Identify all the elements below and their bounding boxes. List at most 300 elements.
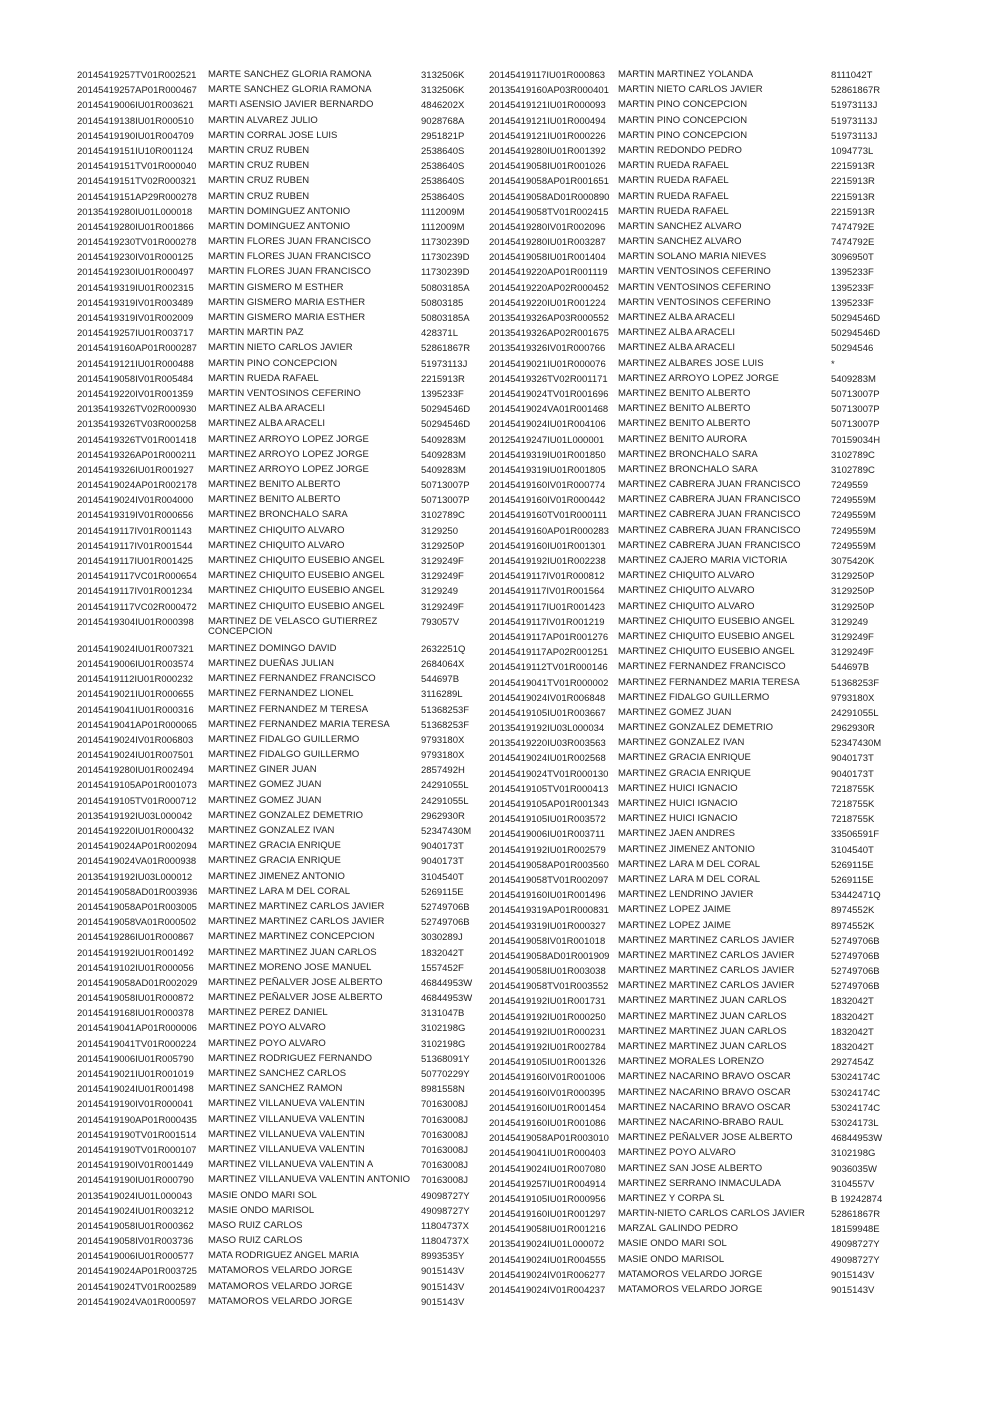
taxpayer-name: MARTIN PINO CONCEPCION [618,114,748,126]
record-code: 20145419257TV01R002521 [77,70,197,81]
record-code: 20145419024IU01R004106 [489,419,606,431]
taxpayer-name: MARTINEZ ALBA ARACELI [618,327,736,339]
taxpayer-name: MARTIN DOMINGUEZ ANTONIO [208,220,351,232]
record-code: 20145419230TV01R000278 [77,237,197,249]
record-code: 20145419041AP01R000006 [77,1023,197,1035]
record-code: 20145419024IU01R001498 [77,1084,194,1096]
record-code: 20145419058AD01R000890 [489,191,610,203]
record-code: 20145419160IU01R001297 [489,1209,606,1221]
id-number: 3129249F [831,631,874,643]
record-code: 20145419190IU01R004709 [77,130,194,142]
id-number: 3129249F [421,556,464,567]
id-number: 52861867R [421,343,471,355]
record-code: 20145419105IU01R000956 [489,1193,606,1205]
id-number: 1112009M [421,206,465,218]
taxpayer-name: MARTIN RUEDA RAFAEL [618,205,729,217]
taxpayer-name: MARTINEZ CABRERA JUAN FRANCISCO [618,509,801,521]
record-code: 20145419024IV01R006803 [77,734,194,746]
taxpayer-name: MARTINEZ CABRERA JUAN FRANCISCO [618,539,801,551]
record-code: 20145419280IU01R002494 [77,765,194,777]
taxpayer-name: MARTINEZ MORENO JOSE MANUEL [208,961,372,973]
record-code: 20145419105TV01R000413 [489,783,609,795]
id-number: 11804737X [421,1236,469,1248]
record-code: 20145419024TV01R001696 [489,388,609,400]
id-number: 51973113J [831,115,878,127]
id-number: 50770229Y [421,1069,470,1080]
record-code: 20145419117IV01R000812 [489,571,605,583]
id-number: 3104557V [831,1178,875,1190]
record-code: 20145419058AP01R003560 [489,859,609,871]
id-number: 5269115E [421,886,464,898]
record-code: 20145419160IV01R001006 [489,1072,606,1084]
record-code: 20145419058VA01R000502 [77,917,197,929]
id-number: 544697B [421,674,460,686]
id-number: 1395233F [421,388,464,400]
record-code: 20145419105AP01R001073 [77,780,197,792]
record-code: 20145419112TV01R000146 [489,662,608,674]
taxpayer-name: MARTINEZ FIDALGO GUILLERMO [208,733,360,745]
taxpayer-name: MARTIN CRUZ RUBEN [208,144,310,156]
id-number: 2215913R [831,191,875,203]
record-code: 20145419168IU01R000378 [77,1008,194,1020]
record-code: 20145419024AP01R002094 [77,841,197,853]
taxpayer-name: MARTINEZ Y CORPA SL [618,1192,725,1204]
taxpayer-name: MARTIN CORRAL JOSE LUIS [208,129,338,141]
id-number: 3129249F [831,647,874,659]
taxpayer-name: MARTINEZ MARTINEZ CARLOS JAVIER [618,949,795,961]
taxpayer-name: MARTINEZ CABRERA JUAN FRANCISCO [618,494,801,506]
id-number: 52347430M [421,826,472,837]
id-number: 9015143V [831,1269,875,1281]
record-code: 20135419326IV01R000766 [489,343,606,355]
id-number: 3129249F [421,571,464,583]
taxpayer-name: MARTINEZ BRONCHALO SARA [208,509,348,521]
id-number: 49098727Y [831,1239,880,1251]
id-number: 50294546 [831,343,874,355]
id-number: 428371L [421,328,458,340]
id-number: 2215913R [421,373,465,385]
record-code: 20145419121IU01R000226 [489,130,606,142]
taxpayer-name: MARTIN RUEDA RAFAEL [618,175,729,187]
id-number: 3104540T [421,871,464,883]
taxpayer-name: MASO RUIZ CARLOS [208,1235,303,1247]
record-code: 20145419257IU01R004914 [489,1178,606,1190]
id-number: 9015143V [421,1296,465,1308]
record-code: 20145419024VA01R000938 [77,856,197,868]
id-number: 50294546D [421,419,471,431]
record-code: 20145419041TV01R000002 [489,677,609,689]
taxpayer-name: MARTINEZ HUICI IGNACIO [618,813,738,825]
record-code: 20145419160IU01R001454 [489,1102,606,1114]
record-code: 20145419024IU01R002568 [489,753,606,765]
id-number: 2215913R [831,206,875,218]
id-number: 52749706B [831,966,880,978]
id-number: 7218755K [831,799,875,810]
taxpayer-name: MARTE SANCHEZ GLORIA RAMONA [208,84,372,96]
id-number: 3102198G [421,1038,466,1050]
id-number: 3096950T [831,252,874,264]
record-code: 20145419160IU01R001496 [489,890,606,902]
taxpayer-name: MARTINEZ VILLANUEVA VALENTIN ANTONIO [208,1174,411,1186]
id-number: 51368253F [831,677,880,689]
taxpayer-name: MARTIN REDONDO PEDRO [618,144,742,156]
record-code: 20145419319IV01R003489 [77,297,194,309]
id-number: 7249559M [831,525,876,537]
taxpayer-name: MARTIN RUEDA RAFAEL [618,190,729,202]
id-number: 1832042T [831,1026,874,1038]
record-code: 20145419058AP01R003010 [489,1133,609,1145]
record-code: 20145419041TV01R000224 [77,1038,197,1050]
id-number: 3132506K [421,70,465,81]
record-code: 20145419192IU01R000231 [489,1026,606,1038]
taxpayer-name: MARTINEZ HUICI IGNACIO [618,798,738,809]
taxpayer-name: MARTINEZ VILLANUEVA VALENTIN [208,1113,365,1125]
record-code: 20135419192IU03L000012 [77,871,193,883]
taxpayer-name: MARTIN NIETO CARLOS JAVIER [618,84,763,96]
taxpayer-name: MARTINEZ GOMEZ JUAN [208,794,322,806]
record-code: 20125419247IU01L000001 [489,434,605,446]
record-code: 20145419024IV01R006277 [489,1269,606,1281]
taxpayer-name: MARTINEZ ALBA ARACELI [618,312,736,323]
record-code: 20145419220IV01R001359 [77,388,194,400]
record-code: 20145419151TV02R000321 [77,176,197,188]
record-code: 20145419192IU01R001731 [489,996,606,1008]
taxpayer-name: MASIE ONDO MARI SOL [208,1189,317,1201]
record-code: 20145419257AP01R000467 [77,85,197,97]
id-number: 52861867R [831,85,881,97]
record-code: 20145419121IU01R000488 [77,358,194,370]
record-code: 20145419006IU01R003574 [77,658,194,670]
taxpayer-name: MATAMOROS VELARDO JORGE [208,1280,353,1292]
taxpayer-name: MARTINEZ CHIQUITO ALVARO [208,524,345,536]
record-code: 20145419160IV01R000442 [489,495,606,507]
id-number: 1112009M [421,221,465,233]
id-number: 50713007P [831,388,880,400]
record-code: 20145419041AP01R000065 [77,719,197,731]
taxpayer-name: MARTINEZ CHIQUITO EUSEBIO ANGEL [618,646,795,658]
id-number: 3075420K [831,556,875,567]
id-number: 2215913R [831,161,875,173]
taxpayer-name: MARTINEZ CABRERA JUAN FRANCISCO [618,479,801,491]
record-code: 20145419105TV01R000712 [77,795,197,807]
record-code: 20145419024AP01R002178 [77,480,197,492]
id-number: 7218755K [831,783,875,795]
record-code: 20145419024VA01R000597 [77,1296,197,1308]
id-number: 50294546D [831,328,881,340]
id-number: 9015143V [421,1281,465,1293]
record-code: 20145419117VC02R000472 [77,601,197,613]
id-number: 2927454Z [831,1057,874,1069]
id-number: 51368253F [421,704,470,716]
id-number: 4846202X [421,100,465,112]
record-code: 20145419151IU10R001124 [77,145,194,157]
record-code: 20145419024IU01R004555 [489,1254,606,1266]
id-number: 3102198G [421,1023,466,1035]
taxpayer-name: MARTINEZ SERRANO INMACULADA [618,1177,781,1189]
record-code: 20145419190IV01R001449 [77,1160,194,1172]
id-number: 70163008J [421,1175,469,1187]
id-number: 3102789C [831,464,875,476]
taxpayer-name: MARTINEZ CHIQUITO EUSEBIO ANGEL [618,615,795,627]
id-number: 52749706B [831,981,880,993]
id-number: 24291055L [831,707,879,719]
id-number: 70163008J [421,1129,469,1141]
record-code: 20145419192IU01R001492 [77,947,194,959]
taxpayer-name: MARTIN FLORES JUAN FRANCISCO [208,251,371,263]
id-number: 2684064X [421,658,465,670]
taxpayer-name: MARTIN CRUZ RUBEN [208,160,310,172]
id-number: 7249559M [831,510,876,522]
record-code: 20145419190IU01R000790 [77,1175,194,1187]
record-code: 20145419230IV01R000125 [77,252,194,264]
record-code: 20145419024VA01R001468 [489,404,609,416]
id-number: 3116289L [421,689,463,701]
id-number: 3131047B [421,1008,465,1020]
record-code: 20145419160IU01R001086 [489,1117,606,1129]
id-number: 70163008J [421,1099,469,1111]
record-code: 20145419058TV01R002097 [489,874,609,886]
id-number: 1395233F [831,267,874,279]
id-number: 3129249 [421,586,458,598]
id-number: 1395233F [831,282,874,294]
id-number: 5409283M [421,464,466,476]
id-number: 50713007P [421,495,470,507]
id-number: 2538640S [421,145,465,157]
taxpayer-name: MARZAL GALINDO PEDRO [618,1223,739,1235]
record-code: 20145419121IU01R000093 [489,100,606,112]
id-number: 50294546D [831,313,881,324]
taxpayer-name: MARTINEZ ARROYO LOPEZ JORGE [208,463,369,475]
taxpayer-name: MARTINEZ CAJERO MARIA VICTORIA [618,555,788,566]
taxpayer-name: MARTINEZ MARTINEZ JUAN CARLOS [618,1010,787,1022]
taxpayer-name: MARTINEZ VILLANUEVA VALENTIN [208,1098,365,1110]
taxpayer-name: MATAMOROS VELARDO JORGE [208,1265,353,1277]
record-code: 20145419021IU01R000655 [77,689,194,701]
taxpayer-name: MARTIN VENTOSINOS CEFERINO [618,281,771,293]
taxpayer-name: MARTINEZ DUEÑAS JULIAN [208,657,334,669]
taxpayer-name: MARTIN RUEDA RAFAEL [618,160,729,172]
record-code: 20145419319IU01R001850 [489,449,606,461]
id-number: 2538640S [421,176,465,188]
taxpayer-name: MARTINEZ NACARINO BRAVO OSCAR [618,1101,791,1113]
record-code: 20145419319AP01R000831 [489,905,609,917]
taxpayer-name: MARTIN SANCHEZ ALVARO [618,220,742,232]
taxpayer-name: MATA RODRIGUEZ ANGEL MARIA [208,1250,359,1262]
record-code: 20135419220IU03R003563 [489,738,606,750]
taxpayer-name: MARTINEZ RODRIGUEZ FERNANDO [208,1052,372,1064]
record-code: 20135419326TV02R000930 [77,404,197,416]
record-code: 20145419058IV01R003736 [77,1236,194,1248]
record-code: 20145419117IV01R001564 [489,586,605,598]
id-number: 8981558N [421,1084,465,1096]
record-code: 20145419190IV01R000041 [77,1099,194,1111]
id-number: 9040173T [421,841,464,853]
record-code: 20145419058IV01R005484 [77,373,194,385]
taxpayer-name: MARTINEZ MARTINEZ CARLOS JAVIER [208,900,385,912]
record-code: 20145419192IU01R002579 [489,844,606,856]
id-number: 24291055L [421,795,469,807]
taxpayer-name: MARTINEZ CHIQUITO ALVARO [618,585,755,597]
taxpayer-name: MARTIN MARTINEZ YOLANDA [618,69,754,80]
record-code: 20145419220IU01R001224 [489,297,606,309]
taxpayer-name: MARTINEZ PEÑALVER JOSE ALBERTO [208,976,383,988]
id-number: 53442471Q [831,890,881,902]
taxpayer-name: MARTINEZ ALBA ARACELI [208,403,326,415]
id-number: 51368091Y [421,1053,470,1065]
record-code: 20145419006IU01R003621 [77,100,194,112]
record-code: 20145419230IU01R000497 [77,267,194,279]
id-number: 3104540T [831,844,874,856]
id-number: 11730239D [421,252,470,264]
taxpayer-name: MARTIN PINO CONCEPCION [208,357,338,369]
record-code: 20145419024IV01R004237 [489,1285,606,1296]
record-code: 20145419151AP29R000278 [77,191,197,203]
id-number: 1832042T [421,947,464,959]
taxpayer-name: MARTINEZ CHIQUITO EUSEBIO ANGEL [208,570,385,582]
taxpayer-name: MARTINEZ LARA M DEL CORAL [208,885,351,897]
record-code: 20145419192IU01R002238 [489,556,606,567]
id-number: 7474792E [831,237,875,249]
record-code: 20145419326TV01R001418 [77,434,197,446]
taxpayer-name: MASIE ONDO MARISOL [618,1253,725,1265]
taxpayer-name: MARTINEZ SANCHEZ RAMON [208,1083,343,1095]
id-number: 52749706B [831,935,880,947]
record-code: 20135419280IU01L000018 [77,206,193,218]
record-code: 20145419160IV01R000395 [489,1087,606,1099]
taxpayer-name: MARTINEZ FERNANDEZ M TERESA [208,703,369,715]
id-number: 9015143V [421,1266,465,1278]
taxpayer-name: MARTINEZ JAEN ANDRES [618,828,736,840]
id-number: 2962930R [421,810,465,822]
record-code: 20135419160AP03R000401 [489,85,609,97]
taxpayer-name: MARTINEZ CHIQUITO ALVARO [208,539,345,551]
id-number: 5409283M [831,373,876,385]
id-number: 3129250 [421,525,458,537]
id-number: 3102789C [421,510,465,522]
record-code: 20145419117IV01R001143 [77,525,192,537]
taxpayer-name: MATAMOROS VELARDO JORGE [208,1295,353,1307]
taxpayer-name: MARTINEZ GOMEZ JUAN [618,706,732,718]
record-code: 20145419006IU01R000577 [77,1251,194,1263]
id-number: 53024174C [831,1087,881,1099]
taxpayer-name: MARTIN FLORES JUAN FRANCISCO [208,266,371,278]
taxpayer-name: MARTINEZ SAN JOSE ALBERTO [618,1162,763,1174]
record-code: 20145419058IU01R001216 [489,1224,606,1236]
record-code: 20145419319IU01R002315 [77,282,194,294]
taxpayer-name: MARTINEZ MARTINEZ CARLOS JAVIER [208,916,385,928]
taxpayer-name: MARTINEZ MARTINEZ CARLOS JAVIER [618,934,795,946]
taxpayer-name: MARTIN FLORES JUAN FRANCISCO [208,236,371,248]
taxpayer-name: MARTINEZ LARA M DEL CORAL [618,873,761,885]
taxpayer-name: MARTINEZ FERNANDEZ MARIA TERESA [208,718,390,730]
id-number: 1832042T [831,1011,874,1023]
record-code: 20145419058AP01R003005 [77,901,197,913]
id-number: 50294546D [421,404,471,416]
id-number: 1094773L [831,145,874,157]
taxpayer-name: MARTINEZ BENITO ALBERTO [208,479,341,491]
id-number: 52749706B [421,901,470,913]
taxpayer-name: MASIE ONDO MARISOL [208,1204,315,1216]
record-code: 20145419058AD01R003936 [77,886,198,898]
id-number: 3129250P [831,601,875,613]
record-code: 20145419319IV01R002009 [77,313,194,324]
taxpayer-name: MARTINEZ BRONCHALO SARA [618,448,758,460]
id-number: B 19242874 [831,1193,883,1205]
taxpayer-name: MARTINEZ JIMENEZ ANTONIO [618,843,755,855]
record-code: 20145419021IU01R001019 [77,1069,194,1080]
record-code: 20135419192IU03L000034 [489,723,605,735]
id-number: 24291055L [421,780,469,792]
id-number: 33506591F [831,829,880,841]
record-code: 20145419151TV01R000040 [77,161,197,173]
id-number: 2538640S [421,161,465,173]
record-code: 20145419024IU01R007501 [77,750,194,762]
record-code: 20145419160IV01R000774 [489,480,606,492]
id-number: 52861867R [831,1209,881,1221]
id-number: 50803185A [421,282,470,294]
id-number: 1832042T [831,1042,874,1053]
id-number: 70163008J [421,1144,469,1156]
taxpayer-name: MARTINEZ LOPEZ JAIME [618,904,731,916]
id-number: 51368253F [421,719,470,731]
id-number: 3132506K [421,85,465,97]
taxpayer-name: MARTINEZ FIDALGO GUILLERMO [208,749,360,761]
record-code: 20145419319IV01R000656 [77,510,194,522]
record-code: 20145419058TV01R003552 [489,981,609,993]
taxpayer-name: MARTINEZ POYO ALVARO [618,1147,736,1159]
id-number: 7249559M [831,540,876,552]
id-number: 7474792E [831,221,875,233]
id-number: 1395233F [831,297,874,309]
id-number: 53024174C [831,1072,881,1084]
taxpayer-name: MARTIN VENTOSINOS CEFERINO [618,266,771,278]
taxpayer-name: MARTINEZ CHIQUITO EUSEBIO ANGEL [208,555,385,566]
taxpayer-name: MARTINEZ GONZALEZ IVAN [618,737,745,749]
taxpayer-name: MARTI ASENSIO JAVIER BERNARDO [208,99,374,111]
id-number: 70163008J [421,1114,469,1126]
id-number: 49098727Y [421,1190,470,1202]
record-code: 20145419160TV01R000111 [489,510,607,522]
id-number: 9036035W [831,1163,877,1175]
taxpayer-name: MARTINEZ DOMINGO DAVID [208,642,337,654]
taxpayer-name: MARTINEZ FERNANDEZ FRANCISCO [618,661,786,673]
taxpayer-name: MARTIN MARTIN PAZ [208,327,304,339]
id-number: 50713007P [831,419,880,431]
id-number: 5269115E [831,874,874,886]
record-code: 20145419220IU01R000432 [77,826,194,837]
id-number: 9040173T [831,768,874,780]
record-code: 20145419105IU01R001326 [489,1057,606,1069]
record-code: 20145419117IU01R001425 [77,556,194,567]
taxpayer-name: MARTIN PINO CONCEPCION [618,99,748,111]
record-code: 20145419058IU01R001404 [489,252,606,264]
taxpayer-name: MARTINEZ MARTINEZ JUAN CARLOS [618,1025,787,1037]
record-code: 20145419117IU01R001423 [489,601,606,613]
taxpayer-name: MARTINEZ SANCHEZ CARLOS [208,1068,347,1079]
taxpayer-name: MARTINEZ GRACIA ENRIQUE [208,840,341,852]
id-number: 2215913R [831,176,875,188]
id-number: 8993535Y [421,1251,465,1263]
taxpayer-name: MARTINEZ BENITO AURORA [618,433,747,445]
taxpayer-name: MARTINEZ ALBA ARACELI [618,342,736,354]
record-code: 20145419280IV01R002096 [489,221,606,233]
record-code: 20145419160AP01R000287 [77,343,197,355]
record-code: 20145419190AP01R000435 [77,1114,197,1126]
id-number: 11804737X [421,1220,469,1232]
taxpayer-name: MARTINEZ MORALES LORENZO [618,1056,765,1068]
taxpayer-name: MARTIN CRUZ RUBEN [208,190,310,202]
id-number: 5409283M [421,434,466,446]
